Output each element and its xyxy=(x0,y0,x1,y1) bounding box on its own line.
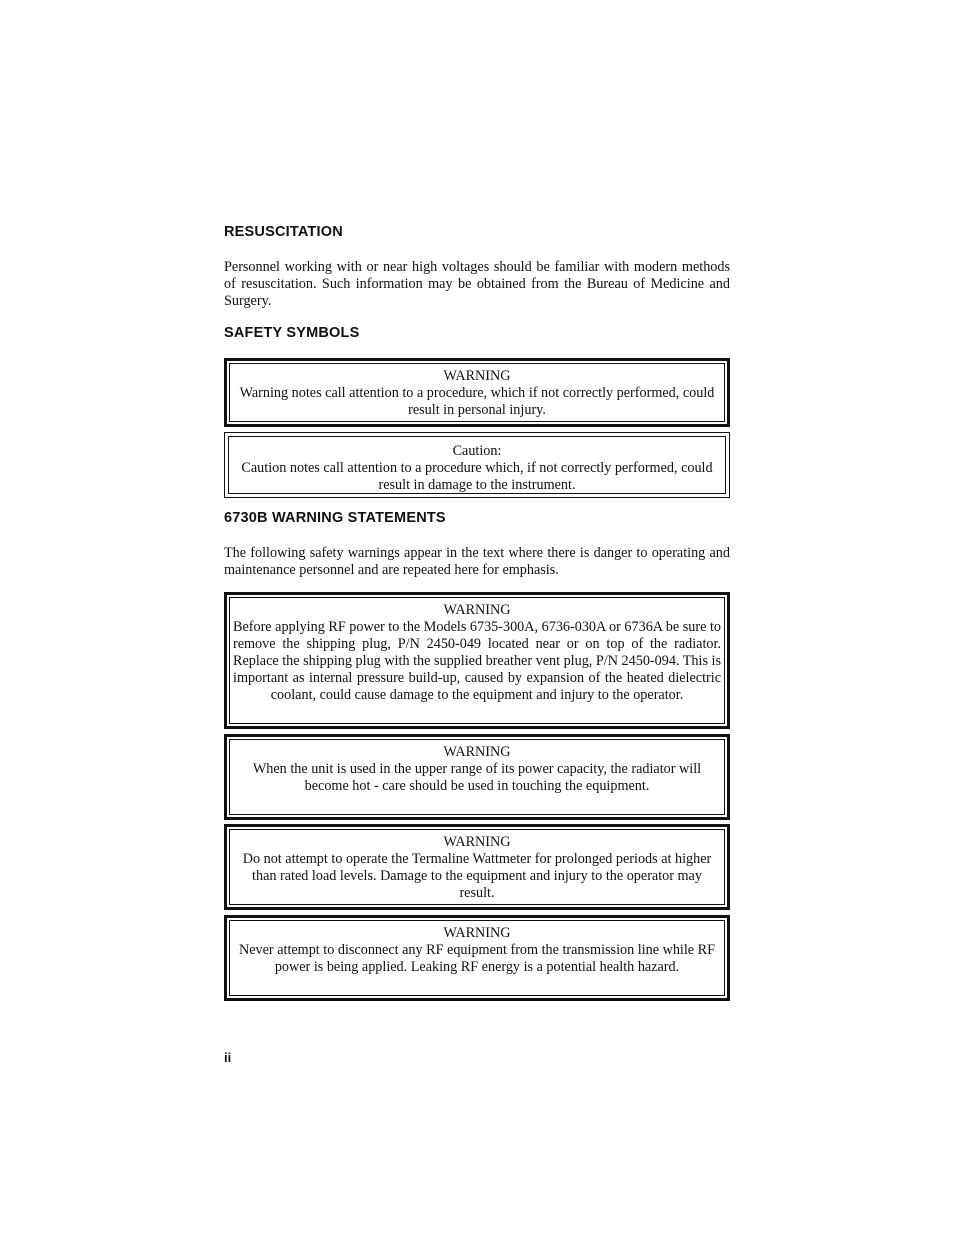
warning-title: WARNING xyxy=(443,744,511,760)
warning-text: When the unit is used in the upper range of its power capacity, the radiator will become hot - care should be used in touching the equipment. xyxy=(252,761,702,794)
warning-box-rf-disconnect xyxy=(224,915,730,1001)
caution-symbol-box xyxy=(224,432,730,498)
warning-symbol-text: Warning notes call attention to a procedure, which if not correctly performed, could result in personal injury. xyxy=(239,385,715,418)
warning-symbol-box xyxy=(224,358,730,427)
warning-title: WARNING xyxy=(443,925,511,941)
warning-statements-intro: The following safety warnings appear in the text where there is danger to operating and maintenance personnel and are repeated here for emphasis. xyxy=(224,545,730,578)
resuscitation-paragraph: Personnel working with or near high voltages should be familiar with modern methods of resuscitation. Such information may be obtained from the Bureau of Medicine and Surgery. xyxy=(224,259,730,309)
warning-title: WARNING xyxy=(443,602,511,618)
warning-text: Never attempt to disconnect any RF equipment from the transmission line while RF power is being applied. Leaking RF energy is a potential health hazard. xyxy=(239,942,715,975)
warning-text: Do not attempt to operate the Termaline Wattmeter for prolonged periods at higher than rated load levels. Damage to the equipment and injury to the operator may result. xyxy=(242,851,712,901)
warning-box-rated-load xyxy=(224,824,730,910)
warning-box-hot-radiator xyxy=(224,734,730,820)
resuscitation-heading: RESUSCITATION xyxy=(224,224,343,240)
warning-title: WARNING xyxy=(443,834,511,850)
caution-symbol-title: Caution: xyxy=(452,443,502,459)
safety-symbols-heading: SAFETY SYMBOLS xyxy=(224,325,360,341)
caution-symbol-text: Caution notes call attention to a procedure which, if not correctly performed, could result in damage to the instrument. xyxy=(241,460,713,493)
warning-symbol-title: WARNING xyxy=(443,368,511,384)
warning-statements-heading: 6730B WARNING STATEMENTS xyxy=(224,510,446,526)
warning-text: Before applying RF power to the Models 6735-300A, 6736-030A or 6736A be sure to remove the shipping plug, P/N 2450-049 located near or on top of the radiator. Replace the shipping plug with the supplied breather vent plug, P/N 2450-094. This is important as internal pressure build-up, caused by expansion of the heated dielectric coolant, could cause damage to the equipment and injury to the operator. xyxy=(233,619,721,703)
page-number: ii xyxy=(224,1050,232,1065)
warning-box-shipping-plug xyxy=(224,592,730,729)
